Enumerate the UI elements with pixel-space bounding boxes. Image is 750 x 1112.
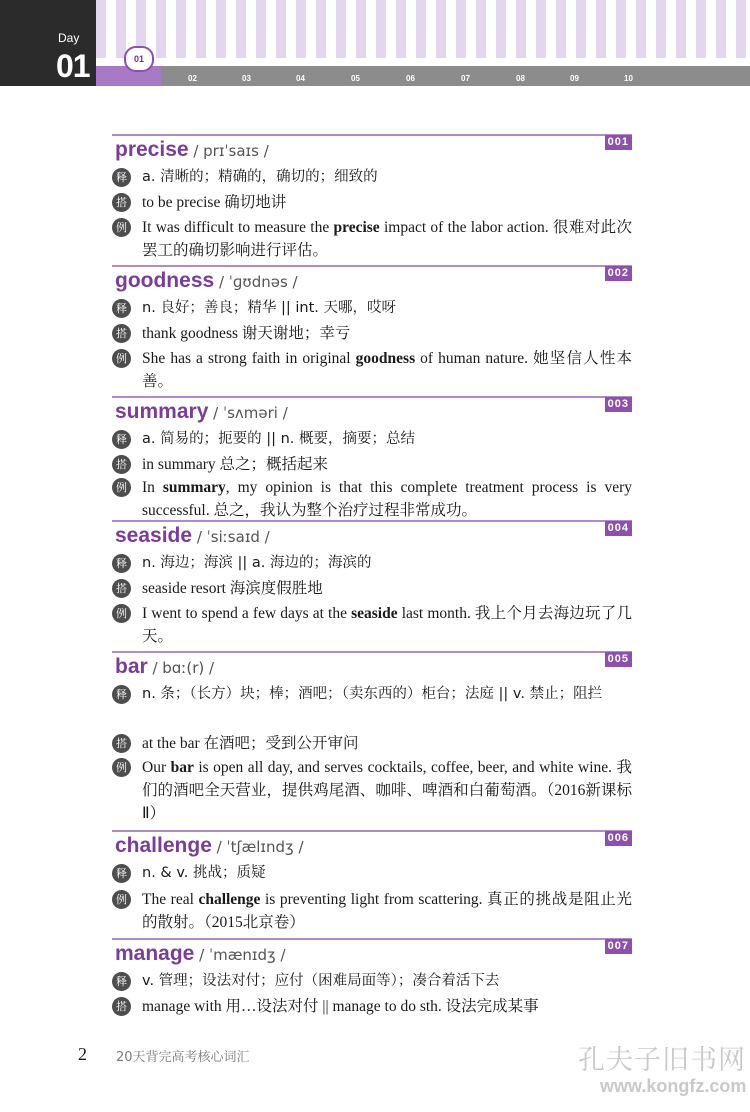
example-text: It was difficult to measure the precise impact of the labor action. 很难对此次罢工的确切影响进行评估。: [142, 219, 633, 259]
meaning-row: [112, 552, 632, 575]
watermark-text: 孔夫子旧书网: [578, 1045, 746, 1076]
progress-tick: 10: [624, 74, 633, 83]
meaning-row: [112, 970, 632, 993]
entry-headword: [115, 138, 269, 162]
headword: goodness: [115, 269, 215, 292]
phonetic: / ˈɡʊdnəs /: [214, 273, 298, 291]
meaning-badge-icon: 释: [112, 168, 131, 187]
meaning-badge-icon: 释: [112, 972, 131, 991]
meaning-badge-icon: 释: [112, 864, 131, 883]
collocation-badge-icon: 搭: [112, 997, 131, 1016]
phonetic: / ˈtʃælɪndʒ /: [211, 838, 304, 856]
progress-tick: 06: [406, 74, 415, 83]
progress-tick: 08: [516, 74, 525, 83]
day-label: Day: [58, 31, 80, 45]
example-row: [112, 476, 632, 522]
headword: precise: [115, 138, 189, 161]
meaning-row: [112, 683, 632, 706]
meaning-row: [112, 297, 632, 320]
entry-divider: [112, 938, 632, 940]
meaning-row: [112, 862, 632, 885]
entry-divider: [112, 265, 632, 267]
example-badge-icon: 例: [112, 218, 131, 237]
meaning-text: n. 条；（长方）块；棒；酒吧；（卖东西的）柜台；法庭 || v. 禁止；阻拦: [142, 686, 603, 702]
example-keyword: challenge: [198, 891, 261, 908]
example-text: Our bar is open all day, and serves cocktails, coffee, beer, and white wine. 我们的酒吧全天营业，提供鸡尾酒、咖啡、啤酒和白葡萄酒。（2016新课标Ⅱ）: [142, 759, 632, 822]
progress-tick: 03: [242, 74, 251, 83]
example-text: The real challenge is preventing light from scattering. 真正的挑战是阻止光的散射。（2015北京卷）: [142, 891, 632, 931]
example-keyword: goodness: [355, 350, 416, 367]
entry-divider: [112, 830, 632, 832]
progress-tick: 09: [570, 74, 579, 83]
collocation-row: [112, 732, 632, 755]
example-keyword: bar: [170, 759, 194, 776]
phonetic: / ˈsiːsaɪd /: [192, 528, 270, 546]
entry-headword: [115, 834, 304, 858]
collocation-badge-icon: 搭: [112, 193, 131, 212]
phonetic: / ˈmænɪdʒ /: [194, 946, 286, 964]
example-text: I went to spend a few days at the seaside last month. 我上个月去海边玩了几天。: [142, 605, 632, 645]
headword: seaside: [115, 524, 193, 547]
example-keyword: summary: [162, 479, 226, 496]
entry-divider: [112, 520, 632, 522]
example-keyword: seaside: [351, 605, 398, 622]
example-row: [112, 347, 632, 393]
watermark-url: www.kongfz.com: [600, 1076, 747, 1096]
entry-number: 002: [605, 266, 632, 281]
meaning-badge-icon: 释: [112, 430, 131, 449]
collocation-text: seaside resort 海滨度假胜地: [142, 580, 323, 597]
collocation-row: [112, 577, 632, 600]
headword: challenge: [115, 834, 212, 857]
book-title: 20天背完高考核心词汇: [116, 1050, 250, 1065]
entry-headword: [115, 524, 270, 548]
entry-divider: [112, 651, 632, 653]
entry-headword: [115, 269, 298, 293]
example-row: [112, 216, 632, 262]
collocation-text: at the bar 在酒吧；受到公开审问: [142, 735, 359, 752]
headword: bar: [115, 655, 148, 678]
phonetic: / bɑː(r) /: [147, 659, 215, 677]
example-badge-icon: 例: [112, 758, 131, 777]
day-box: [0, 0, 96, 86]
collocation-badge-icon: 搭: [112, 324, 131, 343]
example-row: [112, 756, 632, 825]
collocation-text: manage with 用…设法对付 || manage to do sth. 设法完成某事: [142, 998, 539, 1015]
collocation-badge-icon: 搭: [112, 455, 131, 474]
meaning-text: a. 简易的；扼要的 || n. 概要，摘要；总结: [142, 431, 415, 447]
example-badge-icon: 例: [112, 349, 131, 368]
meaning-text: a. 清晰的；精确的，确切的；细致的: [142, 169, 378, 185]
meaning-text: n. 良好；善良；精华 || int. 天哪，哎呀: [142, 300, 397, 316]
collocation-row: [112, 322, 632, 345]
entry-number: 001: [605, 135, 632, 150]
entry-number: 007: [605, 939, 632, 954]
entry-headword: [115, 400, 288, 424]
meaning-text: v. 管理；设法对付；应付（困难局面等）；凑合着活下去: [142, 973, 500, 989]
collocation-row: [112, 453, 632, 476]
headword: manage: [115, 942, 195, 965]
progress-tick: 04: [296, 74, 305, 83]
phonetic: / ˈsʌməri /: [208, 404, 288, 422]
example-badge-icon: 例: [112, 478, 131, 497]
day-number: 01: [56, 48, 90, 84]
headword: summary: [115, 400, 209, 423]
collocation-badge-icon: 搭: [112, 579, 131, 598]
header-stripes: [96, 0, 750, 58]
entry-number: 004: [605, 521, 632, 536]
collocation-text: to be precise 确切地讲: [142, 194, 287, 211]
entry-headword: [115, 655, 214, 679]
entry-number: 003: [605, 397, 632, 412]
meaning-badge-icon: 释: [112, 299, 131, 318]
example-badge-icon: 例: [112, 890, 131, 909]
progress-tick: 07: [461, 74, 470, 83]
meaning-row: [112, 428, 632, 451]
page-number: 2: [78, 1044, 87, 1064]
collocation-badge-icon: 搭: [112, 734, 131, 753]
progress-ticks: [96, 74, 750, 86]
example-row: [112, 888, 632, 934]
meaning-text: n. & v. 挑战；质疑: [142, 865, 266, 881]
collocation-row: [112, 191, 632, 214]
collocation-text: in summary 总之；概括起来: [142, 456, 328, 473]
example-keyword: precise: [333, 219, 380, 236]
phonetic: / prɪˈsaɪs /: [188, 142, 269, 160]
meaning-row: [112, 166, 632, 189]
progress-tick: 02: [188, 74, 197, 83]
meaning-badge-icon: 释: [112, 554, 131, 573]
collocation-row: [112, 995, 632, 1018]
example-text: In summary, my opinion is that this complete treatment process is very successful. 总之，我认为整个治疗过程非常成功。: [142, 479, 632, 519]
meaning-badge-icon: 释: [112, 685, 131, 704]
example-text: She has a strong faith in original goodness of human nature. 她坚信人性本善。: [142, 350, 633, 390]
example-row: [112, 602, 632, 648]
entry-number: 005: [605, 652, 632, 667]
entry-divider: [112, 396, 632, 398]
progress-tick: 05: [351, 74, 360, 83]
collocation-text: thank goodness 谢天谢地；幸亏: [142, 325, 351, 342]
current-day-marker: 01: [124, 46, 154, 72]
entry-headword: [115, 942, 286, 966]
entry-number: 006: [605, 831, 632, 846]
entry-divider: [112, 134, 632, 136]
example-badge-icon: 例: [112, 604, 131, 623]
meaning-text: n. 海边；海滨 || a. 海边的；海滨的: [142, 555, 372, 571]
